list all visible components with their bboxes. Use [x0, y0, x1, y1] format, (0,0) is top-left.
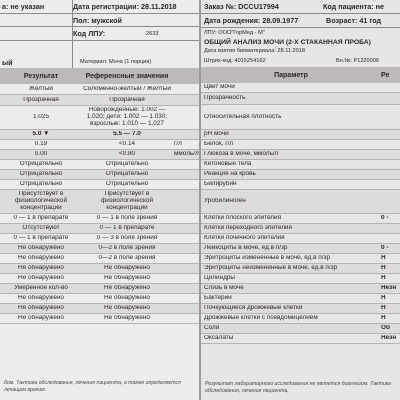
left-results-table: [0, 84, 199, 324]
table-row: [0, 244, 199, 254]
right-header-row-6: [201, 56, 400, 66]
table-row: [201, 214, 400, 224]
table-row: [0, 254, 199, 264]
table-cell-c2: Н: [381, 255, 386, 262]
table-row: [201, 334, 400, 344]
table-cell-c2: 0 -: [381, 215, 389, 222]
table-cell-c2: Отрицательно: [105, 171, 149, 178]
table-cell-c1: 0.19: [34, 141, 48, 148]
table-row: [0, 95, 199, 106]
registration-date: Дата регистрации: 28.11.2018: [73, 2, 177, 11]
lpu-code-label: Код ЛПУ:: [73, 29, 106, 38]
table-cell-c2: Незн: [381, 335, 397, 342]
table-cell-c1: Дрожжевые клетки с псевдомицелием: [204, 315, 318, 322]
table-row: [0, 180, 199, 190]
table-row: [0, 106, 199, 130]
table-cell-c1: Белок, г/л: [204, 141, 234, 148]
patient-age: Возраст: 41 год: [326, 16, 382, 25]
right-parameters-table: [201, 83, 400, 344]
table-cell-c1: Эритроциты измененные в моче, ед.в п/зр: [204, 255, 331, 262]
table-row: [201, 190, 400, 214]
label-fragment: ый: [2, 57, 13, 67]
table-cell-c1: Соли: [204, 325, 220, 332]
table-row: [0, 294, 199, 304]
table-cell-c2: <0.14: [118, 141, 136, 148]
table-row: [0, 140, 199, 150]
table-cell-c1: Не обнаружено: [18, 275, 64, 282]
table-cell-c1: Цилиндры: [204, 275, 236, 282]
internal-number: Вн.№: P1220006: [336, 58, 379, 64]
divider: [72, 0, 73, 68]
birth-date: Дата рождения: 28.09.1977: [204, 16, 299, 25]
table-cell-c1: Оксалаты: [204, 335, 234, 342]
table-cell-c2: Прозрачная: [109, 96, 145, 103]
table-cell-c1: Умеренное кол-во: [14, 285, 68, 292]
table-row: [0, 274, 199, 284]
table-row: [201, 150, 400, 160]
table-cell-c2: Об: [381, 325, 390, 332]
table-cell-c2: 0 — 3 в поле зрения: [96, 235, 158, 242]
lpu-code-value: 2633: [146, 30, 159, 37]
table-cell-c1: Не обнаружено: [18, 305, 64, 312]
table-cell-c2: Н: [381, 315, 386, 322]
table-row: [201, 170, 400, 180]
right-header-row-1: [201, 0, 400, 13]
table-row: [201, 160, 400, 170]
table-row: [201, 105, 400, 130]
table-cell-c1: Почкующиеся дрожжевые клетки: [204, 305, 303, 312]
left-header-row-4: [0, 56, 199, 68]
table-row: [201, 180, 400, 190]
table-cell-c2: Не обнаружено: [104, 275, 150, 282]
table-cell-c2: <0.80: [118, 151, 136, 158]
table-row: [0, 314, 199, 324]
analysis-title: ОБЩИЙ АНАЛИЗ МОЧИ (2-Х СТАКАННАЯ ПРОБА): [204, 38, 371, 46]
table-cell-c2: Присутствует в физиологической концентрации: [100, 191, 154, 211]
table-row: [201, 304, 400, 314]
table-row: [0, 170, 199, 180]
table-cell-c1: 1.025: [33, 114, 49, 121]
column-header-parameter: Параметр: [274, 71, 308, 79]
table-row: [201, 324, 400, 334]
table-row: [201, 93, 400, 105]
table-cell-c2: 0—2 в поле зрения: [98, 245, 156, 252]
table-cell-c2: Незн: [381, 285, 397, 292]
table-cell-c1: Эритроциты неизмененные в моче, ед.в п/зр: [204, 265, 338, 272]
table-row: [0, 130, 199, 140]
table-cell-c1: 0 — 1 в препарате: [13, 235, 69, 242]
right-header-row-2: [201, 14, 400, 27]
table-row: [201, 284, 400, 294]
left-header-row-2: [0, 14, 199, 26]
table-cell-c1: pH мочи: [204, 131, 229, 138]
table-cell-c1: Прозрачность: [204, 95, 246, 102]
table-cell-c2: Не обнаружено: [104, 305, 150, 312]
table-cell-c2: 5.5 — 7.0: [113, 131, 141, 138]
lpu-name: ЛПУ: ООО"ГорМед - М": [204, 30, 265, 36]
table-cell-c2: Новорожденные: 1.002 — 1.020; дети: 1.002 — 1.030; взрослые: 1.010 — 1.027: [86, 107, 168, 127]
table-cell-c3: ммоль/л: [174, 151, 199, 158]
table-row: [0, 284, 199, 294]
table-row: [0, 150, 199, 160]
table-row: [0, 224, 199, 234]
table-cell-c1: Слизь в моче: [204, 285, 244, 292]
table-cell-c1: Прозрачная: [23, 96, 59, 103]
table-cell-c1: Глюкоза в моче, ммоль/л: [204, 151, 279, 158]
table-cell-c1: Отрицательно: [19, 171, 63, 178]
column-header-result-fragment: Ре: [381, 71, 390, 79]
table-cell-c1: Клетки почечного эпителия: [204, 235, 285, 242]
table-cell-c2: Н: [381, 275, 386, 282]
table-cell-c1: Не обнаружено: [18, 255, 64, 262]
table-cell-c1: Отсутствуют: [22, 225, 60, 232]
table-cell-c1: Не обнаружено: [18, 245, 64, 252]
left-table-header: [0, 68, 199, 84]
biomaterial-date: Дата взятия биоматериала: 28.11.2018: [204, 47, 306, 54]
column-header-result: Результат: [23, 72, 59, 80]
table-cell-c2: Н: [381, 265, 386, 272]
left-header-row-3: [0, 27, 199, 40]
table-cell-c1: Относительная плотность: [204, 113, 282, 120]
table-cell-c2: 0 — 1 в препарате: [99, 225, 155, 232]
patient-field-fragment: а: не указан: [2, 2, 45, 11]
table-cell-c2: Не обнаружено: [104, 295, 150, 302]
table-row: [201, 234, 400, 244]
right-report-sheet: [201, 0, 400, 400]
table-cell-c2: 0 — 1 в поле зрения: [96, 215, 158, 222]
table-cell-c1: Бактерии: [204, 295, 232, 302]
table-row: [201, 244, 400, 254]
table-cell-c2: Отрицательно: [105, 181, 149, 188]
table-row: [201, 314, 400, 324]
table-cell-c1: Не обнаружено: [18, 295, 64, 302]
table-cell-c2: Не обнаружено: [104, 285, 150, 292]
left-header-row-1: [0, 0, 199, 13]
table-cell-c2: Н: [381, 295, 386, 302]
table-row: [201, 294, 400, 304]
table-row: [0, 84, 199, 95]
table-cell-c2: 0—2 в поле зрения: [98, 255, 156, 262]
table-cell-c2: Не обнаружено: [104, 265, 150, 272]
patient-code: Код пациента: не: [323, 2, 385, 11]
table-cell-c1: Реакция на кровь: [204, 171, 256, 178]
table-cell-c1: Не обнаружено: [18, 315, 64, 322]
table-cell-c1: 0.00: [34, 151, 48, 158]
table-row: [201, 140, 400, 150]
table-cell-c1: Желтый: [29, 85, 53, 92]
barcode: Штрих-код: 4015254162: [204, 58, 266, 64]
table-cell-c1: Билирубин: [204, 181, 237, 188]
table-cell-c1: 0 — 1 в препарате: [13, 215, 69, 222]
table-cell-c1: 5.0 ▼: [32, 131, 50, 138]
table-row: [0, 234, 199, 244]
table-cell-c1: Клетки переходного эпителия: [204, 225, 292, 232]
left-report-sheet: [0, 0, 199, 400]
table-row: [0, 190, 199, 214]
table-row: [201, 254, 400, 264]
column-header-reference: Референсные значения: [85, 72, 169, 80]
material: Материал: Моча (1 порция): [80, 59, 152, 65]
table-cell-c2: Отрицательно: [105, 161, 149, 168]
table-row: [201, 83, 400, 93]
table-row: [201, 264, 400, 274]
table-row: [201, 224, 400, 234]
table-cell-c1: Не обнаружено: [18, 265, 64, 272]
table-cell-c2: Соломенно-желтый / Желтый: [83, 85, 171, 92]
table-row: [0, 264, 199, 274]
right-table-header: [201, 67, 400, 83]
divider: [0, 40, 199, 41]
table-cell-c2: Не обнаружено: [104, 315, 150, 322]
table-cell-c1: Отрицательно: [19, 161, 63, 168]
table-row: [0, 304, 199, 314]
table-cell-c1: Цвет мочи: [204, 84, 235, 91]
table-cell-c1: Лейкоциты в моче, ед.в п/зр: [204, 245, 288, 252]
table-row: [0, 160, 199, 170]
table-cell-c1: Уробилиноген: [204, 198, 246, 205]
table-cell-c1: Клетки плоского эпителия: [204, 215, 282, 222]
table-cell-c3: г/л: [174, 141, 182, 148]
table-cell-c2: 0 -: [381, 245, 389, 252]
table-row: [201, 274, 400, 284]
table-cell-c2: Н: [381, 305, 386, 312]
table-row: [201, 130, 400, 140]
order-number: Заказ №: DCCU17994: [204, 2, 279, 11]
patient-sex: Пол: мужской: [73, 15, 122, 25]
table-cell-c1: Присутствует в физиологической концентрации: [14, 191, 68, 211]
right-footer-note: Результат лабораторного исследования не является диагнозом. Тактика обследования, лечения пациента,: [205, 381, 392, 394]
table-cell-c1: Отрицательно: [19, 181, 63, 188]
left-footer-note: бом. Тактика обследования, лечения пациента, а также определяется лечащим врачом.: [4, 380, 181, 393]
table-cell-c1: Кетоновые тела: [204, 161, 252, 168]
table-row: [0, 214, 199, 224]
right-header-row-5: [201, 46, 400, 55]
